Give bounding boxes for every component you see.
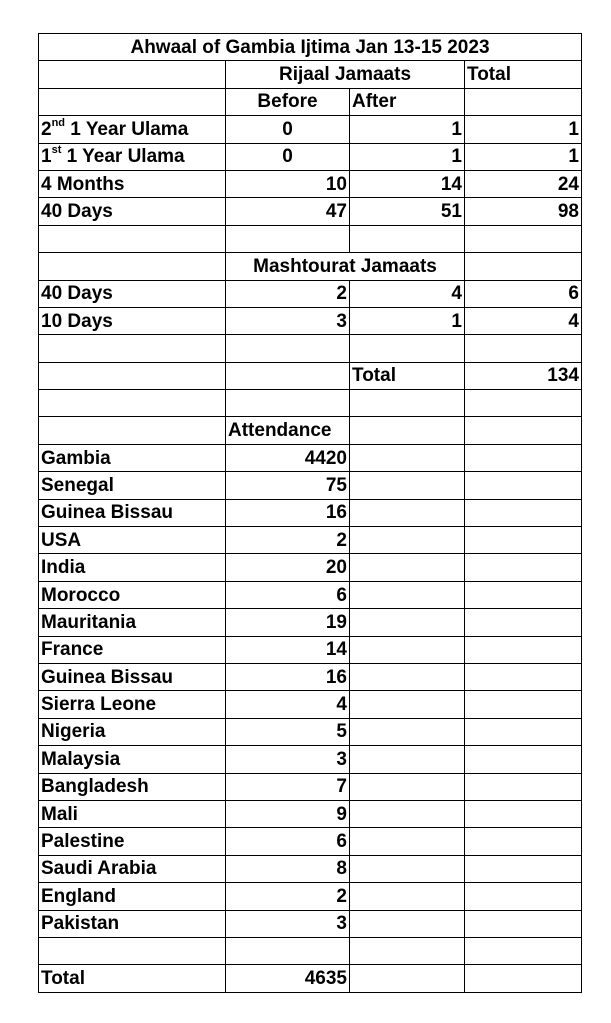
attendance-row bbox=[39, 883, 582, 910]
country-cell: Palestine bbox=[39, 828, 226, 855]
before-cell: 3 bbox=[226, 307, 350, 334]
country-cell: France bbox=[39, 636, 226, 663]
before-heading: Before bbox=[226, 88, 350, 115]
empty-cell bbox=[465, 609, 582, 636]
empty-cell bbox=[226, 335, 350, 362]
country-cell: Senegal bbox=[39, 472, 226, 499]
empty-cell bbox=[465, 472, 582, 499]
attendance-count-cell: 9 bbox=[226, 800, 350, 827]
total-cell: 98 bbox=[465, 198, 582, 225]
country-cell: Gambia bbox=[39, 444, 226, 471]
attendance-row bbox=[39, 910, 582, 937]
country-cell: Guinea Bissau bbox=[39, 499, 226, 526]
empty-cell bbox=[465, 225, 582, 252]
attendance-row bbox=[39, 636, 582, 663]
country-cell: Malaysia bbox=[39, 746, 226, 773]
row-label: 40 Days bbox=[39, 198, 226, 225]
row-label: 40 Days bbox=[39, 280, 226, 307]
attendance-count-cell: 3 bbox=[226, 746, 350, 773]
empty-cell bbox=[465, 636, 582, 663]
empty-cell bbox=[465, 691, 582, 718]
ijtima-report-table bbox=[38, 33, 582, 993]
attendance-count-cell: 16 bbox=[226, 663, 350, 690]
empty-cell bbox=[350, 554, 465, 581]
attendance-total-label: Total bbox=[39, 965, 226, 992]
empty-cell bbox=[350, 444, 465, 471]
empty-cell bbox=[350, 800, 465, 827]
before-cell: 0 bbox=[226, 143, 350, 170]
blank-row bbox=[39, 390, 582, 417]
country-cell: India bbox=[39, 554, 226, 581]
empty-cell bbox=[39, 253, 226, 280]
row-label: 4 Months bbox=[39, 170, 226, 197]
attendance-row bbox=[39, 718, 582, 745]
country-cell: England bbox=[39, 883, 226, 910]
country-cell: Sierra Leone bbox=[39, 691, 226, 718]
grand-total-label: Total bbox=[350, 362, 465, 389]
grand-total-value: 134 bbox=[465, 362, 582, 389]
total-cell: 1 bbox=[465, 143, 582, 170]
empty-cell bbox=[465, 444, 582, 471]
row-label: 2nd 1 Year Ulama bbox=[39, 116, 226, 143]
attendance-row bbox=[39, 609, 582, 636]
empty-cell bbox=[465, 554, 582, 581]
empty-cell bbox=[465, 417, 582, 444]
attendance-row bbox=[39, 554, 582, 581]
empty-cell bbox=[350, 718, 465, 745]
attendance-row bbox=[39, 581, 582, 608]
empty-cell bbox=[350, 636, 465, 663]
rijaal-header-row bbox=[39, 61, 582, 88]
total-cell: 24 bbox=[465, 170, 582, 197]
attendance-row bbox=[39, 663, 582, 690]
empty-cell bbox=[465, 746, 582, 773]
empty-cell bbox=[465, 800, 582, 827]
empty-cell bbox=[39, 362, 226, 389]
empty-cell bbox=[350, 527, 465, 554]
empty-cell bbox=[465, 910, 582, 937]
empty-cell bbox=[465, 773, 582, 800]
mashtourat-heading: Mashtourat Jamaats bbox=[226, 253, 465, 280]
empty-cell bbox=[350, 499, 465, 526]
before-after-header-row bbox=[39, 88, 582, 115]
after-cell: 4 bbox=[350, 280, 465, 307]
rijaal-row bbox=[39, 170, 582, 197]
empty-cell bbox=[465, 965, 582, 992]
empty-cell bbox=[350, 910, 465, 937]
empty-cell bbox=[226, 390, 350, 417]
attendance-row bbox=[39, 828, 582, 855]
empty-cell bbox=[350, 691, 465, 718]
empty-cell bbox=[39, 61, 226, 88]
empty-cell bbox=[39, 390, 226, 417]
empty-cell bbox=[39, 417, 226, 444]
empty-cell bbox=[465, 718, 582, 745]
after-cell: 1 bbox=[350, 143, 465, 170]
attendance-row bbox=[39, 773, 582, 800]
grand-total-row bbox=[39, 362, 582, 389]
attendance-count-cell: 4 bbox=[226, 691, 350, 718]
empty-cell bbox=[350, 883, 465, 910]
empty-cell bbox=[350, 390, 465, 417]
attendance-header-row bbox=[39, 417, 582, 444]
rijaal-row bbox=[39, 143, 582, 170]
country-cell: Mauritania bbox=[39, 609, 226, 636]
empty-cell bbox=[465, 390, 582, 417]
mashtourat-row bbox=[39, 307, 582, 334]
empty-cell bbox=[350, 828, 465, 855]
attendance-row bbox=[39, 472, 582, 499]
attendance-row bbox=[39, 855, 582, 882]
attendance-count-cell: 8 bbox=[226, 855, 350, 882]
empty-cell bbox=[350, 472, 465, 499]
total-column-heading: Total bbox=[465, 61, 582, 88]
blank-row bbox=[39, 225, 582, 252]
before-cell: 10 bbox=[226, 170, 350, 197]
rijaal-row bbox=[39, 116, 582, 143]
country-cell: Bangladesh bbox=[39, 773, 226, 800]
total-cell: 1 bbox=[465, 116, 582, 143]
country-cell: Guinea Bissau bbox=[39, 663, 226, 690]
attendance-count-cell: 5 bbox=[226, 718, 350, 745]
total-cell: 4 bbox=[465, 307, 582, 334]
row-label: 1st 1 Year Ulama bbox=[39, 143, 226, 170]
country-cell: Pakistan bbox=[39, 910, 226, 937]
attendance-count-cell: 14 bbox=[226, 636, 350, 663]
attendance-count-cell: 19 bbox=[226, 609, 350, 636]
after-heading: After bbox=[350, 88, 465, 115]
row-label: 10 Days bbox=[39, 307, 226, 334]
empty-cell bbox=[465, 663, 582, 690]
empty-cell bbox=[350, 335, 465, 362]
attendance-count-cell: 7 bbox=[226, 773, 350, 800]
empty-cell bbox=[350, 937, 465, 964]
attendance-count-cell: 3 bbox=[226, 910, 350, 937]
after-cell: 1 bbox=[350, 116, 465, 143]
empty-cell bbox=[39, 88, 226, 115]
empty-cell bbox=[465, 335, 582, 362]
blank-row bbox=[39, 335, 582, 362]
attendance-row bbox=[39, 800, 582, 827]
attendance-count-cell: 6 bbox=[226, 828, 350, 855]
after-cell: 14 bbox=[350, 170, 465, 197]
empty-cell bbox=[350, 609, 465, 636]
empty-cell bbox=[350, 225, 465, 252]
attendance-count-cell: 16 bbox=[226, 499, 350, 526]
attendance-total-row bbox=[39, 965, 582, 992]
attendance-row bbox=[39, 746, 582, 773]
country-cell: Morocco bbox=[39, 581, 226, 608]
empty-cell bbox=[350, 417, 465, 444]
empty-cell bbox=[39, 225, 226, 252]
country-cell: Saudi Arabia bbox=[39, 855, 226, 882]
before-cell: 2 bbox=[226, 280, 350, 307]
table-body bbox=[39, 34, 582, 993]
blank-row bbox=[39, 937, 582, 964]
empty-cell bbox=[226, 362, 350, 389]
empty-cell bbox=[465, 883, 582, 910]
rijaal-heading: Rijaal Jamaats bbox=[226, 61, 465, 88]
attendance-count-cell: 2 bbox=[226, 527, 350, 554]
empty-cell bbox=[465, 499, 582, 526]
rijaal-row bbox=[39, 198, 582, 225]
report-title: Ahwaal of Gambia Ijtima Jan 13-15 2023 bbox=[39, 34, 582, 61]
mashtourat-header-row bbox=[39, 253, 582, 280]
empty-cell bbox=[465, 581, 582, 608]
empty-cell bbox=[350, 965, 465, 992]
empty-cell bbox=[350, 663, 465, 690]
attendance-heading: Attendance bbox=[226, 417, 350, 444]
country-cell: Nigeria bbox=[39, 718, 226, 745]
empty-cell bbox=[465, 828, 582, 855]
title-row bbox=[39, 34, 582, 61]
attendance-total-value: 4635 bbox=[226, 965, 350, 992]
empty-cell bbox=[465, 937, 582, 964]
empty-cell bbox=[350, 581, 465, 608]
before-cell: 0 bbox=[226, 116, 350, 143]
attendance-count-cell: 6 bbox=[226, 581, 350, 608]
empty-cell bbox=[39, 937, 226, 964]
before-cell: 47 bbox=[226, 198, 350, 225]
attendance-count-cell: 75 bbox=[226, 472, 350, 499]
empty-cell bbox=[39, 335, 226, 362]
after-cell: 51 bbox=[350, 198, 465, 225]
empty-cell bbox=[465, 855, 582, 882]
attendance-row bbox=[39, 691, 582, 718]
empty-cell bbox=[465, 527, 582, 554]
attendance-count-cell: 4420 bbox=[226, 444, 350, 471]
empty-cell bbox=[350, 773, 465, 800]
empty-cell bbox=[226, 225, 350, 252]
attendance-row bbox=[39, 499, 582, 526]
empty-cell bbox=[226, 937, 350, 964]
empty-cell bbox=[465, 88, 582, 115]
total-cell: 6 bbox=[465, 280, 582, 307]
after-cell: 1 bbox=[350, 307, 465, 334]
attendance-count-cell: 20 bbox=[226, 554, 350, 581]
empty-cell bbox=[350, 746, 465, 773]
country-cell: Mali bbox=[39, 800, 226, 827]
country-cell: USA bbox=[39, 527, 226, 554]
attendance-count-cell: 2 bbox=[226, 883, 350, 910]
attendance-row bbox=[39, 444, 582, 471]
empty-cell bbox=[465, 253, 582, 280]
attendance-row bbox=[39, 527, 582, 554]
mashtourat-row bbox=[39, 280, 582, 307]
empty-cell bbox=[350, 855, 465, 882]
